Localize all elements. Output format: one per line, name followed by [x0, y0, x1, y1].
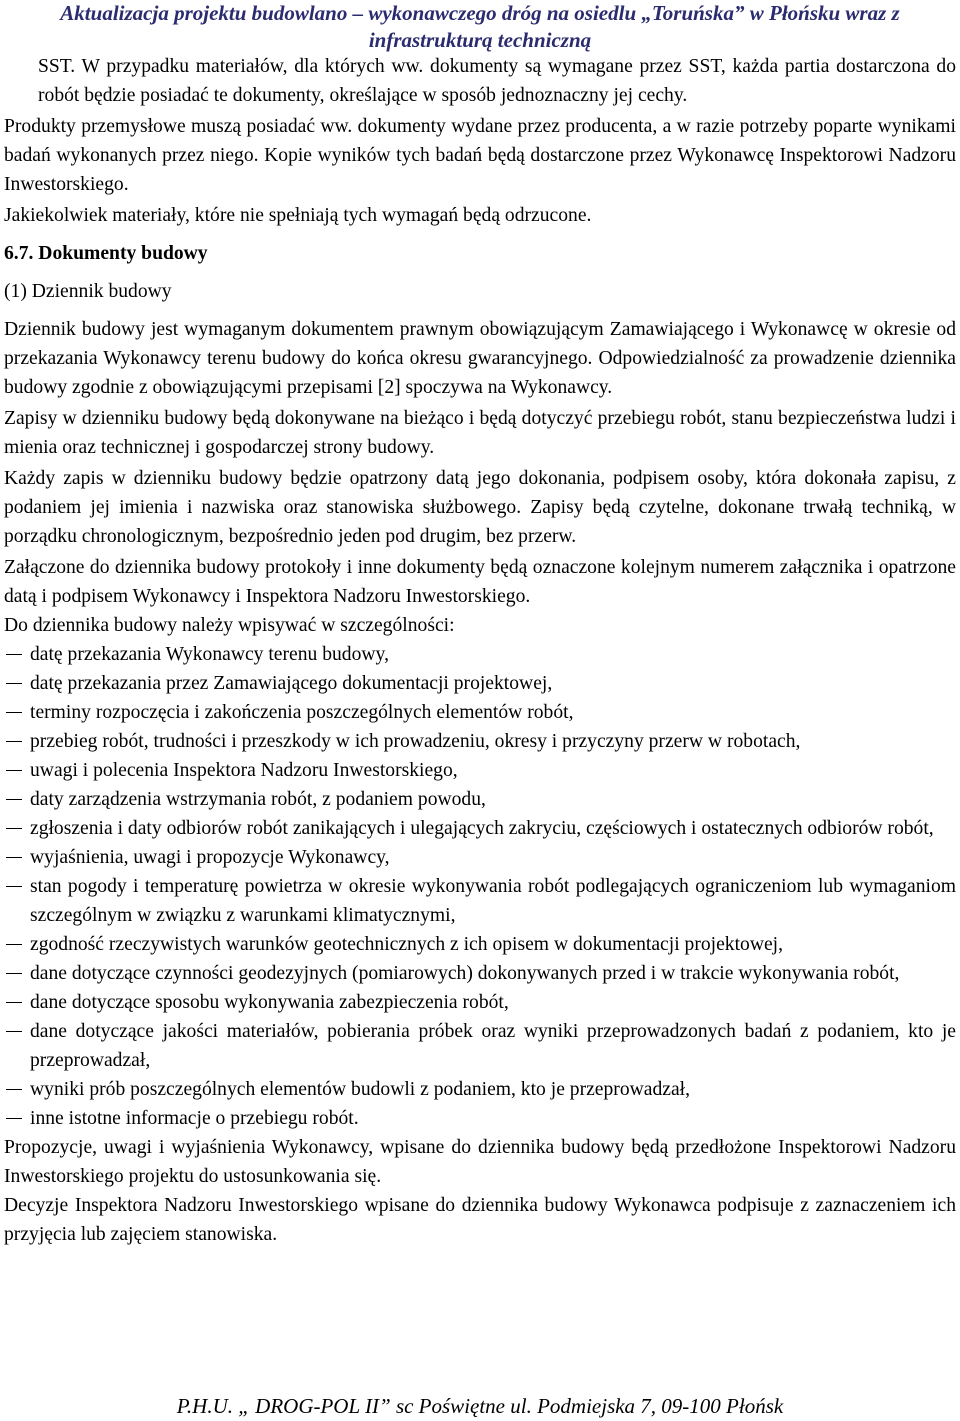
- section-paragraph-2: Zapisy w dzienniku budowy będą dokonywane na bieżąco i będą dotyczyć przebiegu robót, stanu bezpieczeństwa ludzi i mienia oraz technicznej i gospodarczej strony budowy.: [4, 408, 956, 458]
- section-paragraph-6: Decyzje Inspektora Nadzoru Inwestorskiego wpisane do dziennika budowy Wykonawca podpisuje z zaznaczeniem ich przyjęcia lub zajęciem stanowiska.: [4, 1195, 956, 1245]
- entries-list: [4, 640, 956, 1133]
- dash-bullet-icon: [6, 944, 22, 945]
- list-item: dane dotyczące jakości materiałów, pobierania próbek oraz wyniki przeprowadzonych badań z podaniem, kto je przeprowadzał,: [4, 1017, 956, 1075]
- dash-bullet-icon: [6, 1002, 22, 1003]
- list-item: zgodność rzeczywistych warunków geotechnicznych z ich opisem w dokumentacji projektowej,: [4, 930, 956, 959]
- list-intro: Do dziennika budowy należy wpisywać w szczególności:: [4, 615, 455, 636]
- dash-bullet-icon: [6, 828, 22, 829]
- section-paragraph-1: Dziennik budowy jest wymaganym dokumentem prawnym obowiązującym Zamawiającego i Wykonawcę w okresie od przekazania Wykonawcy terenu budowy do końca okresu gwarancyjnego. Odpowiedzialność za prowadzenie dziennika budowy zgodnie z obowiązującymi przepisami [2] spoczywa na Wykonawcy.: [4, 319, 956, 398]
- dash-bullet-icon: [6, 770, 22, 771]
- dash-bullet-icon: [6, 654, 22, 655]
- section-paragraph-4: Załączone do dziennika budowy protokoły i inne dokumenty będą oznaczone kolejnym numerem załącznika i opatrzone datą i podpisem Wykonawcy i Inspektora Nadzoru Inwestorskiego.: [4, 557, 956, 607]
- page-header: [0, 0, 960, 54]
- list-item: inne istotne informacje o przebiegu robót.: [4, 1104, 956, 1133]
- dash-bullet-icon: [6, 1031, 22, 1032]
- list-item: stan pogody i temperaturę powietrza w okresie wykonywania robót podlegających ograniczeniom lub wymaganiom szczególnym w związku z warunkami klimatycznymi,: [4, 872, 956, 930]
- page-footer: P.H.U. „ DROG-POL II” sc Poświętne ul. Podmiejska 7, 09-100 Płońsk: [176, 1394, 784, 1418]
- dash-bullet-icon: [6, 973, 22, 974]
- dash-bullet-icon: [6, 683, 22, 684]
- dash-bullet-icon: [6, 857, 22, 858]
- list-item: przebieg robót, trudności i przeszkody w ich prowadzeniu, okresy i przyczyny przerw w robotach,: [4, 727, 956, 756]
- dash-bullet-icon: [6, 741, 22, 742]
- list-item: wyniki prób poszczególnych elementów budowli z podaniem, kto je przeprowadzał,: [4, 1075, 956, 1104]
- list-item: datę przekazania Wykonawcy terenu budowy,: [4, 640, 956, 669]
- list-item: zgłoszenia i daty odbiorów robót zanikających i ulegających zakryciu, częściowych i ostatecznych odbiorów robót,: [4, 814, 956, 843]
- dash-bullet-icon: [6, 886, 22, 887]
- list-item: daty zarządzenia wstrzymania robót, z podaniem powodu,: [4, 785, 956, 814]
- dash-bullet-icon: [6, 799, 22, 800]
- intro-paragraph-3: Jakiekolwiek materiały, które nie spełniają tych wymagań będą odrzucone.: [4, 205, 592, 226]
- list-item: wyjaśnienia, uwagi i propozycje Wykonawcy,: [4, 843, 956, 872]
- section-heading: 6.7. Dokumenty budowy: [4, 243, 208, 264]
- list-item: datę przekazania przez Zamawiającego dokumentacji projektowej,: [4, 669, 956, 698]
- list-item: terminy rozpoczęcia i zakończenia poszczególnych elementów robót,: [4, 698, 956, 727]
- intro-paragraph-2: Produkty przemysłowe muszą posiadać ww. dokumenty wydane przez producenta, a w razie potrzeby poparte wynikami badań wykonanych przez niego. Kopie wyników tych badań będą dostarczone przez Wykonawcę Inspektorowi Nadzoru Inwestorskiego.: [4, 116, 956, 195]
- dash-bullet-icon: [6, 712, 22, 713]
- dash-bullet-icon: [6, 1089, 22, 1090]
- header-line-1: Aktualizacja projektu budowlano – wykonawczego dróg na osiedlu „Toruńska” w Płońsku wraz z: [60, 1, 900, 25]
- list-item: dane dotyczące czynności geodezyjnych (pomiarowych) dokonywanych przed i w trakcie wykonywania robót,: [4, 959, 956, 988]
- section-paragraph-5: Propozycje, uwagi i wyjaśnienia Wykonawcy, wpisane do dziennika budowy będą przedłożone Inspektorowi Nadzoru Inwestorskiego projektu do ustosunkowania się.: [4, 1137, 956, 1187]
- section-paragraph-3: Każdy zapis w dzienniku budowy będzie opatrzony datą jego dokonania, podpisem osoby, która dokonała zapisu, z podaniem jej imienia i nazwiska oraz stanowiska służbowego. Zapisy będą czytelne, dokonane trwałą techniką, w porządku chronologicznym, bezpośrednio jeden pod drugim, bez przerw.: [4, 468, 956, 547]
- list-item: uwagi i polecenia Inspektora Nadzoru Inwestorskiego,: [4, 756, 956, 785]
- page-content: [4, 52, 956, 1249]
- header-line-2: infrastrukturą techniczną: [368, 28, 592, 52]
- section-subheading: (1) Dziennik budowy: [4, 281, 172, 302]
- intro-paragraph-1: SST. W przypadku materiałów, dla których ww. dokumenty są wymagane przez SST, każda partia dostarczona do robót będzie posiadać te dokumenty, określające w sposób jednoznaczny jej cechy.: [38, 56, 956, 106]
- list-item: dane dotyczące sposobu wykonywania zabezpieczenia robót,: [4, 988, 956, 1017]
- dash-bullet-icon: [6, 1118, 22, 1119]
